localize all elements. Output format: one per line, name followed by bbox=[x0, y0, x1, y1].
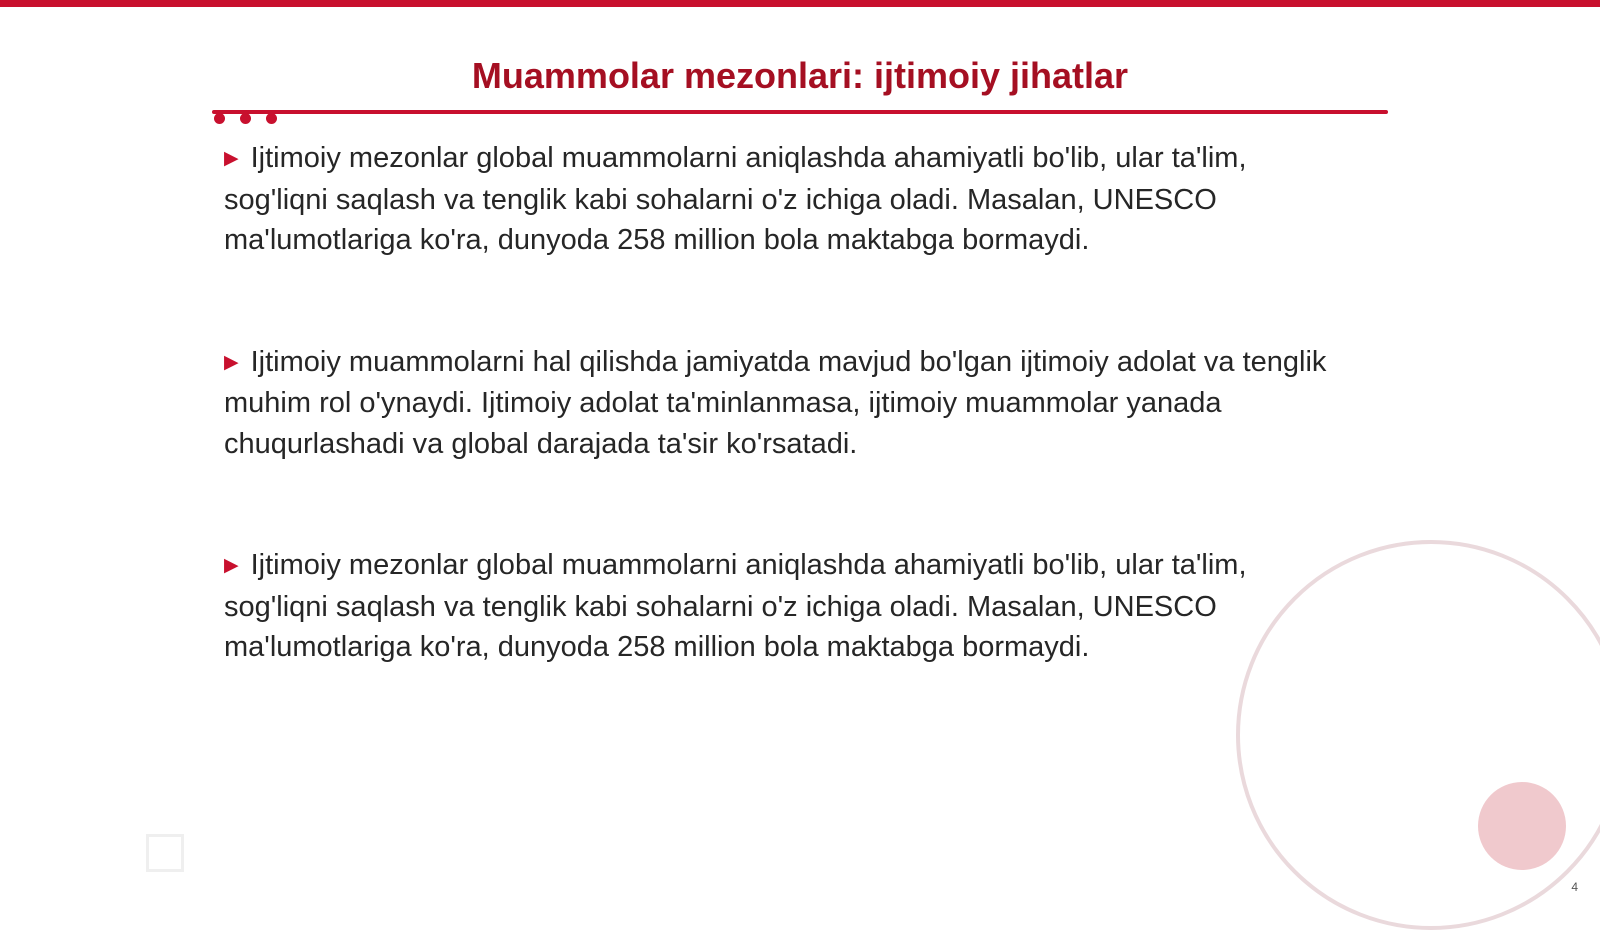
bullet-item bbox=[224, 545, 1354, 668]
title-underline bbox=[212, 110, 1388, 114]
triangle-right-icon: ▶ bbox=[224, 148, 239, 169]
bullet-text: Ijtimoiy muammolarni hal qilishda jamiyatda mavjud bo'lgan ijtimoiy adolat va tenglik muhim rol o'ynaydi. Ijtimoiy adolat ta'minlanmasa, ijtimoiy muammolar yanada chuqurlashadi va global darajada ta'sir ko'rsatadi. bbox=[224, 345, 1327, 460]
triangle-right-icon: ▶ bbox=[224, 555, 239, 576]
decorative-dot bbox=[214, 113, 225, 124]
slide-number: 4 bbox=[1571, 880, 1578, 894]
decorative-dot bbox=[240, 113, 251, 124]
bullet-item bbox=[224, 138, 1354, 261]
triangle-right-icon: ▶ bbox=[224, 351, 239, 373]
bullet-text: Ijtimoiy mezonlar global muammolarni aniqlashda ahamiyatli bo'lib, ular ta'lim, sog'liqni saqlash va tenglik kabi sohalarni o'z ichiga oladi. Masalan, UNESCO ma'lumotlariga ko'ra, dunyoda 258 million bola maktabga bormaydi. bbox=[224, 549, 1247, 663]
slide-title: Muammolar mezonlari: ijtimoiy jihatlar bbox=[471, 55, 1129, 96]
decorative-circle bbox=[1478, 782, 1566, 870]
decorative-dot bbox=[266, 113, 277, 124]
decorative-ring bbox=[1236, 540, 1600, 930]
bullet-list bbox=[224, 138, 1354, 749]
bullet-text: Ijtimoiy mezonlar global muammolarni aniqlashda ahamiyatli bo'lib, ular ta'lim, sog'liqni saqlash va tenglik kabi sohalarni o'z ichiga oladi. Masalan, UNESCO ma'lumotlariga ko'ra, dunyoda 258 million bola maktabga bormaydi. bbox=[224, 142, 1247, 256]
top-accent-bar bbox=[0, 0, 1600, 7]
bullet-item bbox=[224, 342, 1354, 465]
decorative-square bbox=[146, 834, 184, 872]
